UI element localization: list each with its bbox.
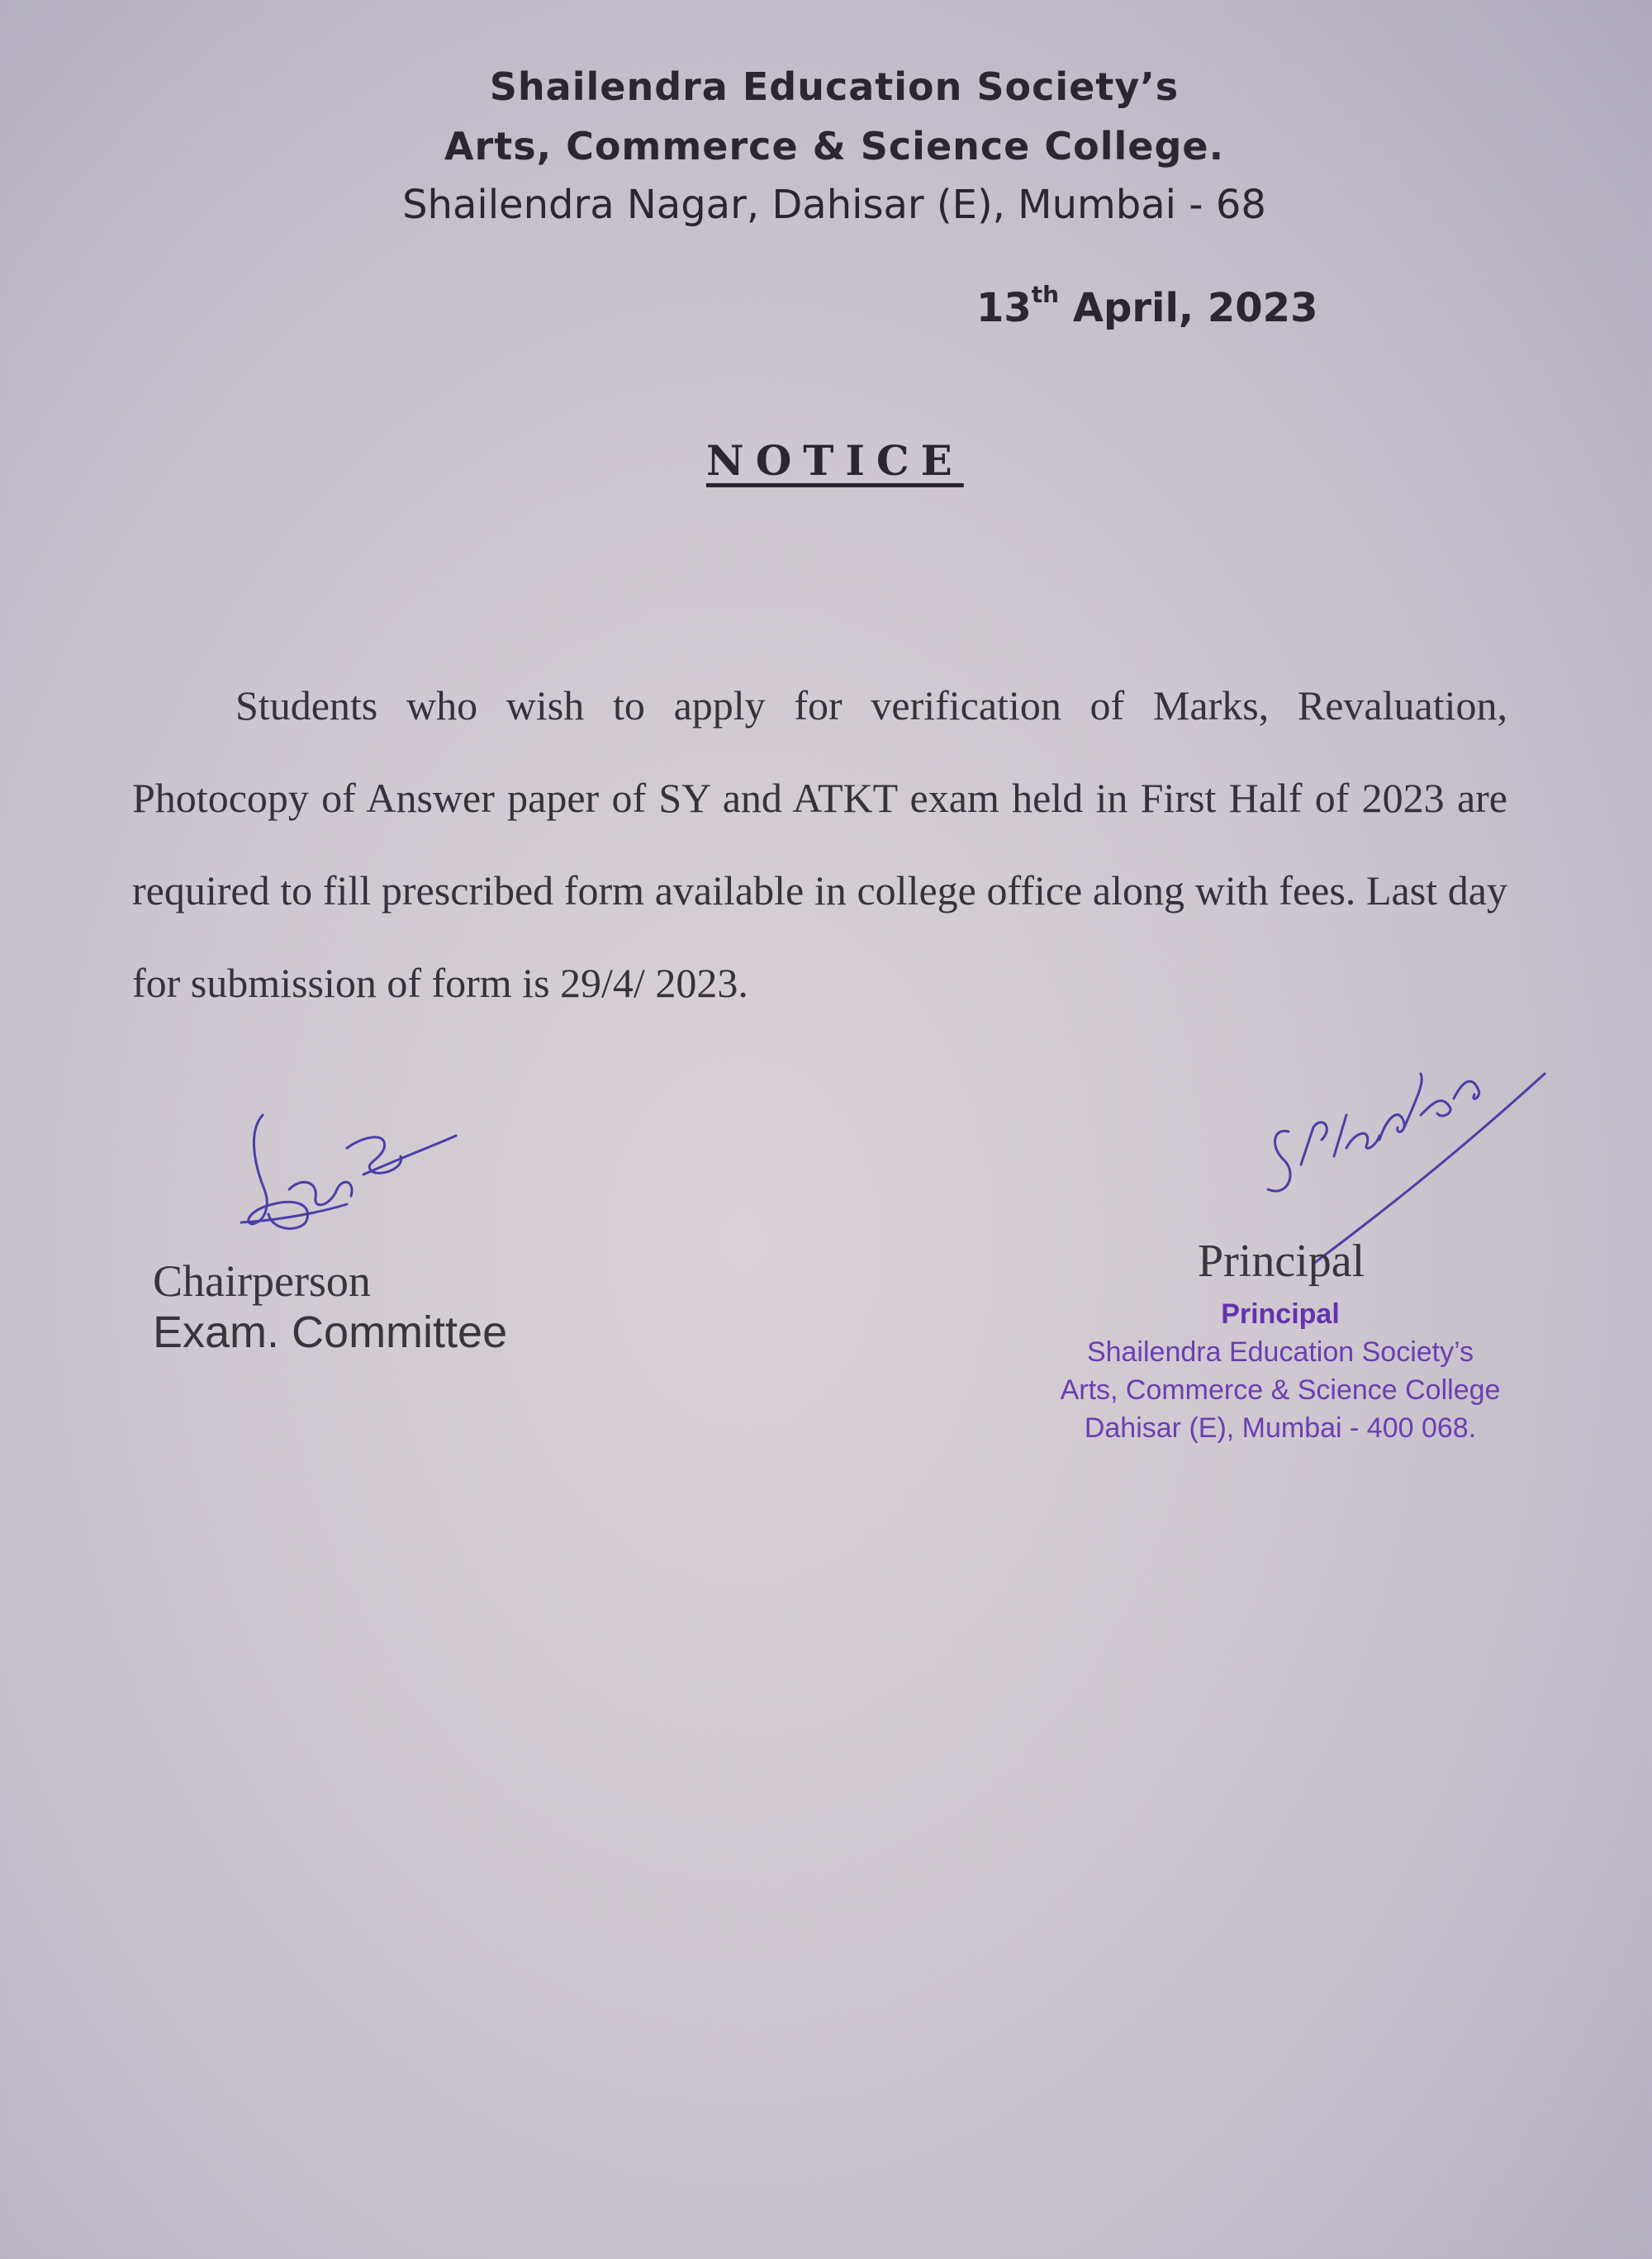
principal-stamp bbox=[991, 1295, 1569, 1447]
notice-title: NOTICE bbox=[706, 436, 964, 485]
notice-body: Students who wish to apply for verification of Marks, Revaluation, Photocopy of Answer paper of SY and ATKT exam held in First Half of 2023 are required to fill prescribed form available in college office along with fees. Last day for submission of form is 29/4/ 2023. bbox=[132, 682, 1507, 1006]
chairperson-label: Chairperson bbox=[153, 1256, 371, 1306]
date-day: 13 bbox=[976, 285, 1032, 331]
stamp-line-address: Dahisar (E), Mumbai - 400 068. bbox=[1084, 1412, 1477, 1444]
chairperson-block bbox=[153, 1255, 507, 1358]
society-name: Shailendra Education Society’s bbox=[489, 64, 1180, 109]
college-address: Shailendra Nagar, Dahisar (E), Mumbai - 68 bbox=[402, 182, 1266, 228]
exam-committee-label: Exam. Committee bbox=[153, 1307, 508, 1357]
date-suffix: th bbox=[1031, 281, 1060, 308]
chairperson-signature bbox=[240, 1099, 479, 1247]
date-rest: April, 2023 bbox=[1059, 285, 1318, 331]
notice-date bbox=[976, 281, 1318, 331]
college-name: Arts, Commerce & Science College. bbox=[444, 124, 1225, 168]
stamp-title: Principal bbox=[1221, 1298, 1340, 1330]
stamp-line-society: Shailendra Education Society’s bbox=[1086, 1336, 1474, 1368]
principal-label: Principal bbox=[1198, 1236, 1365, 1287]
stamp-line-college: Arts, Commerce & Science College bbox=[1060, 1374, 1501, 1406]
